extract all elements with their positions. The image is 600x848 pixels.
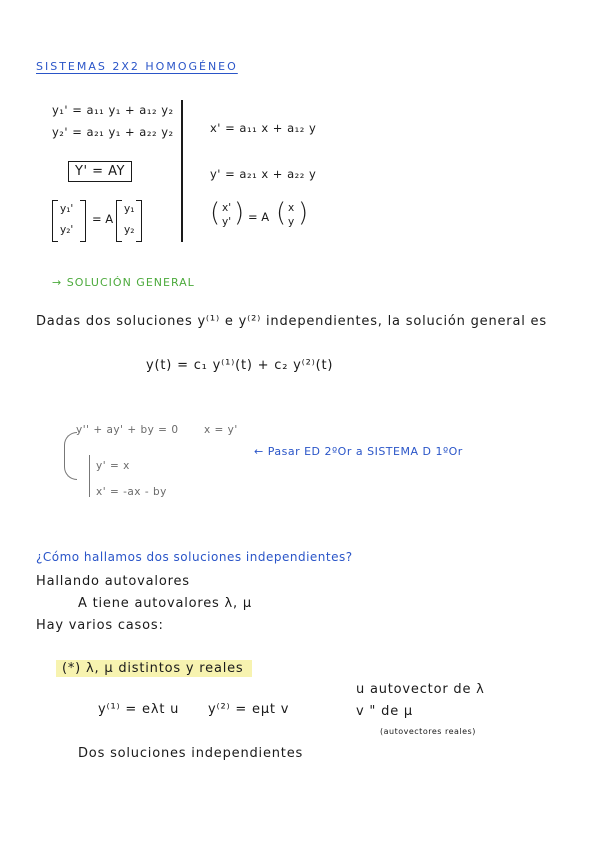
cases-intro: Hay varios casos: xyxy=(36,618,164,633)
case-1-solution-2: y⁽²⁾ = eμt v xyxy=(208,702,290,717)
left-vector-bottom: y₂' xyxy=(60,224,74,236)
right-vec-bottom: y' xyxy=(222,216,232,228)
matrix-form-boxed: Y' = AY xyxy=(68,161,132,182)
case-1-label: (*) λ, μ distintos y reales xyxy=(56,660,252,677)
right-paren-open: ( xyxy=(210,198,221,228)
right-vector-bracket-close xyxy=(136,200,142,242)
right-vec2-bottom: y xyxy=(288,216,295,228)
left-vector-bracket-close xyxy=(80,200,86,242)
right-vector-bottom: y₂ xyxy=(124,224,135,236)
vertical-divider xyxy=(181,100,183,242)
case-1-solution-1: y⁽¹⁾ = eλt u xyxy=(98,702,180,717)
curved-arrow-icon xyxy=(64,432,77,480)
converted-line-2: x' = -ax - by xyxy=(96,486,167,498)
case-1-note: (autovectores reales) xyxy=(380,727,476,736)
left-equation-1: y₁' = a₁₁ y₁ + a₁₂ y₂ xyxy=(52,103,174,117)
independence-answer: Hallando autovalores xyxy=(36,574,190,589)
section-heading: SISTEMAS 2X2 HOMOGÉNEO xyxy=(36,60,238,73)
case-1-v-eigenvector: v " de μ xyxy=(356,704,413,719)
substitution-note: x = y' xyxy=(204,424,238,436)
case-1-conclusion: Dos soluciones independientes xyxy=(78,746,304,761)
right-paren2-close: ) xyxy=(298,198,309,228)
right-equation-2: y' = a₂₁ x + a₂₂ y xyxy=(210,167,317,181)
conversion-note: ← Pasar ED 2ºOr a SISTEMA D 1ºOr xyxy=(254,445,463,458)
converted-line-1: y' = x xyxy=(96,460,130,472)
left-vector-equals-A: = A xyxy=(92,212,114,226)
left-vector-bracket-open xyxy=(52,200,58,242)
general-solution-formula: y(t) = c₁ y⁽¹⁾(t) + c₂ y⁽²⁾(t) xyxy=(146,358,334,373)
right-vector-bracket-open xyxy=(116,200,122,242)
left-vector-top: y₁' xyxy=(60,203,74,215)
second-order-equation: y'' + ay' + by = 0 xyxy=(76,424,179,436)
right-vector-top: y₁ xyxy=(124,203,135,215)
right-vec2-top: x xyxy=(288,202,295,214)
general-solution-intro: Dadas dos soluciones y⁽¹⁾ e y⁽²⁾ independientes, la solución general es xyxy=(36,314,547,329)
right-paren2-open: ( xyxy=(276,198,287,228)
general-solution-label: → SOLUCIÓN GENERAL xyxy=(52,276,195,289)
left-equation-2: y₂' = a₂₁ y₁ + a₂₂ y₂ xyxy=(52,125,174,139)
right-paren-close: ) xyxy=(234,198,245,228)
independence-question: ¿Cómo hallamos dos soluciones independientes? xyxy=(36,550,353,564)
system-brace xyxy=(89,455,90,497)
right-vec-equals-A: = A xyxy=(248,210,270,224)
right-equation-1: x' = a₁₁ x + a₁₂ y xyxy=(210,121,317,135)
right-vec-top: x' xyxy=(222,202,232,214)
case-1-u-eigenvector: u autovector de λ xyxy=(356,682,485,697)
eigenvalues-detail: A tiene autovalores λ, μ xyxy=(78,596,252,611)
